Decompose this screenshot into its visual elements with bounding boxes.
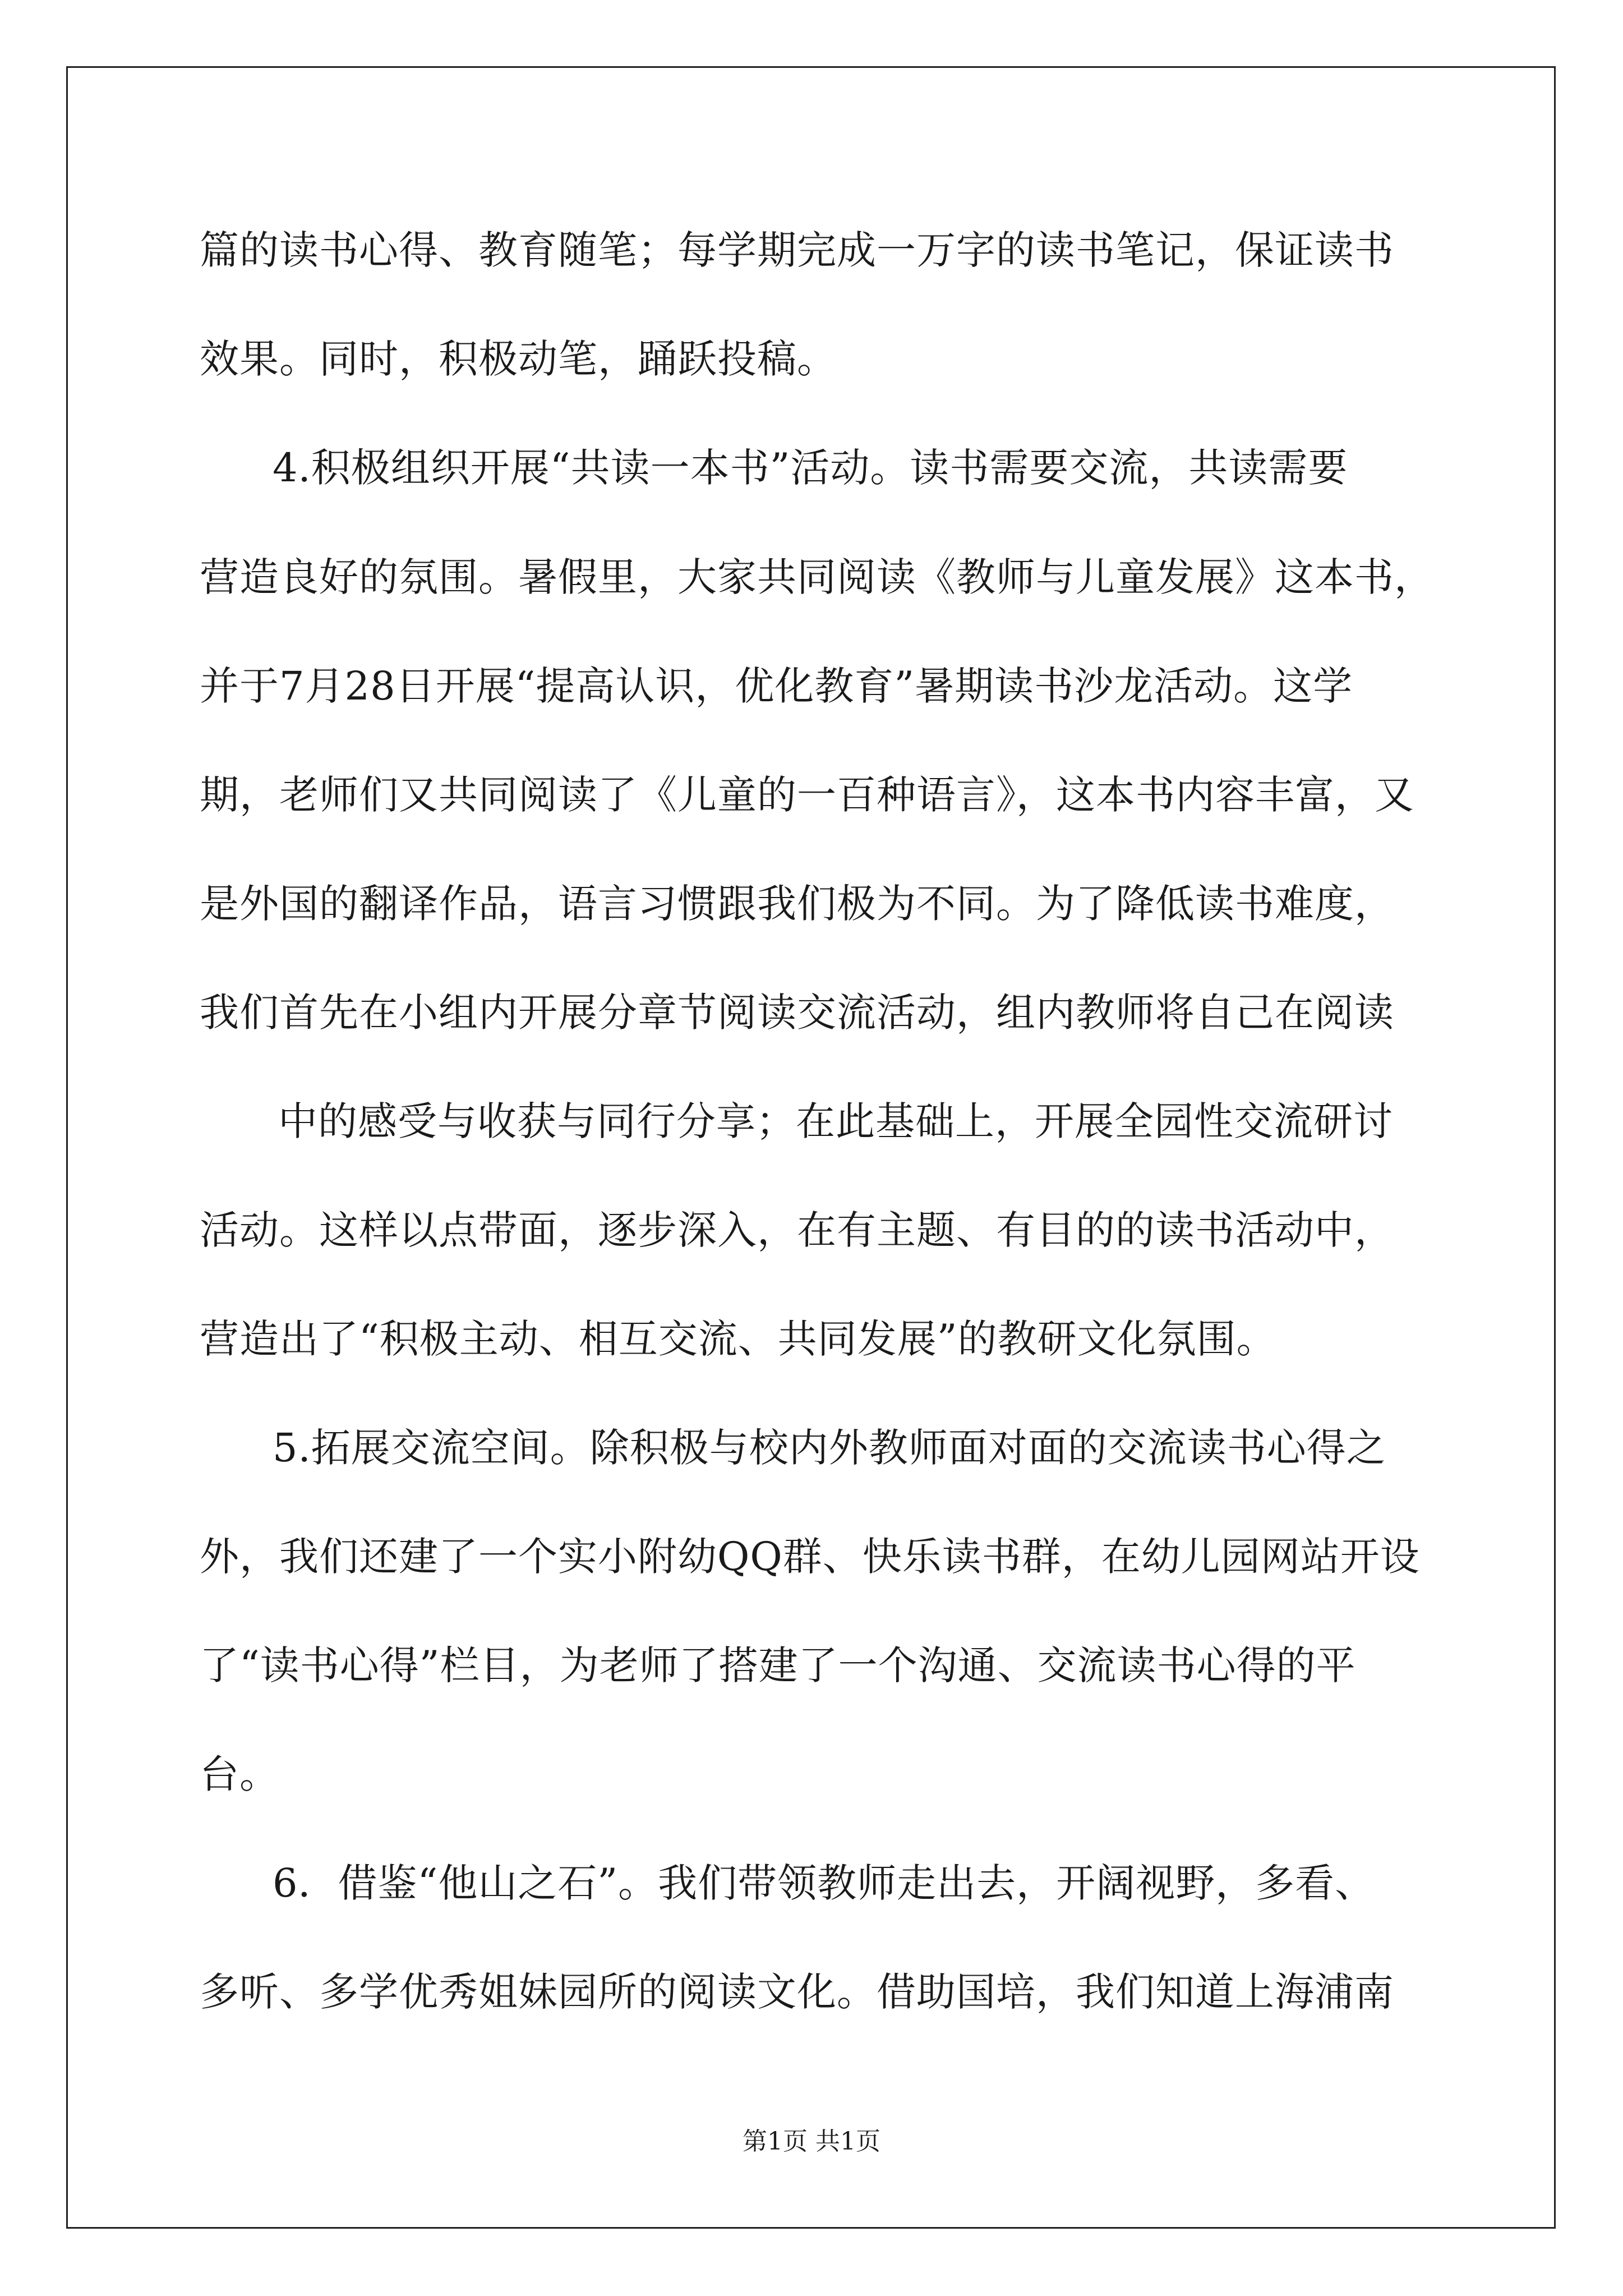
text-line: 外，我们还建了一个实小附幼QQ群、快乐读书群，在幼儿园网站开设 [200, 1534, 1420, 1580]
text-line: 中的感受与收获与同行分享；在此基础上，开展全园性交流研讨 [278, 1098, 1393, 1144]
text-line: 期，老师们又共同阅读了《儿童的一百种语言》，这本书内容丰富，又 [200, 772, 1414, 818]
text-line: 6．借鉴“他山之石”。我们带领教师走出去，开阔视野，多看、 [273, 1860, 1375, 1906]
text-line: 4.积极组织开展“共读一本书”活动。读书需要交流，共读需要 [273, 445, 1348, 491]
text-line: 活动。这样以点带面，逐步深入，在有主题、有目的的读书活动中， [200, 1207, 1394, 1253]
page-footer: 第1页 共1页 [743, 2127, 880, 2156]
text-line: 我们首先在小组内开展分章节阅读交流活动，组内教师将自己在阅读 [200, 990, 1394, 1036]
text-line: 并于7月28日开展“提高认识，优化教育”暑期读书沙龙活动。这学 [200, 663, 1353, 709]
text-line: 多听、多学优秀姐妹园所的阅读文化。借助国培，我们知道上海浦南 [200, 1969, 1394, 2015]
text-line: 5.拓展交流空间。除积极与校内外教师面对面的交流读书心得之 [273, 1425, 1386, 1471]
text-line: 营造良好的氛围。暑假里，大家共同阅读《教师与儿童发展》这本书， [200, 554, 1434, 600]
text-line: 台。 [200, 1751, 279, 1797]
text-line: 效果。同时，积极动笔，踊跃投稿。 [200, 336, 837, 382]
text-line: 是外国的翻译作品，语言习惯跟我们极为不同。为了降低读书难度， [200, 881, 1394, 927]
text-line: 营造出了“积极主动、相互交流、共同发展”的教研文化氛围。 [200, 1316, 1276, 1362]
text-line: 了“读书心得”栏目，为老师了搭建了一个沟通、交流读书心得的平 [200, 1642, 1356, 1688]
text-line: 篇的读书心得、教育随笔；每学期完成一万字的读书笔记，保证读书 [200, 227, 1394, 273]
